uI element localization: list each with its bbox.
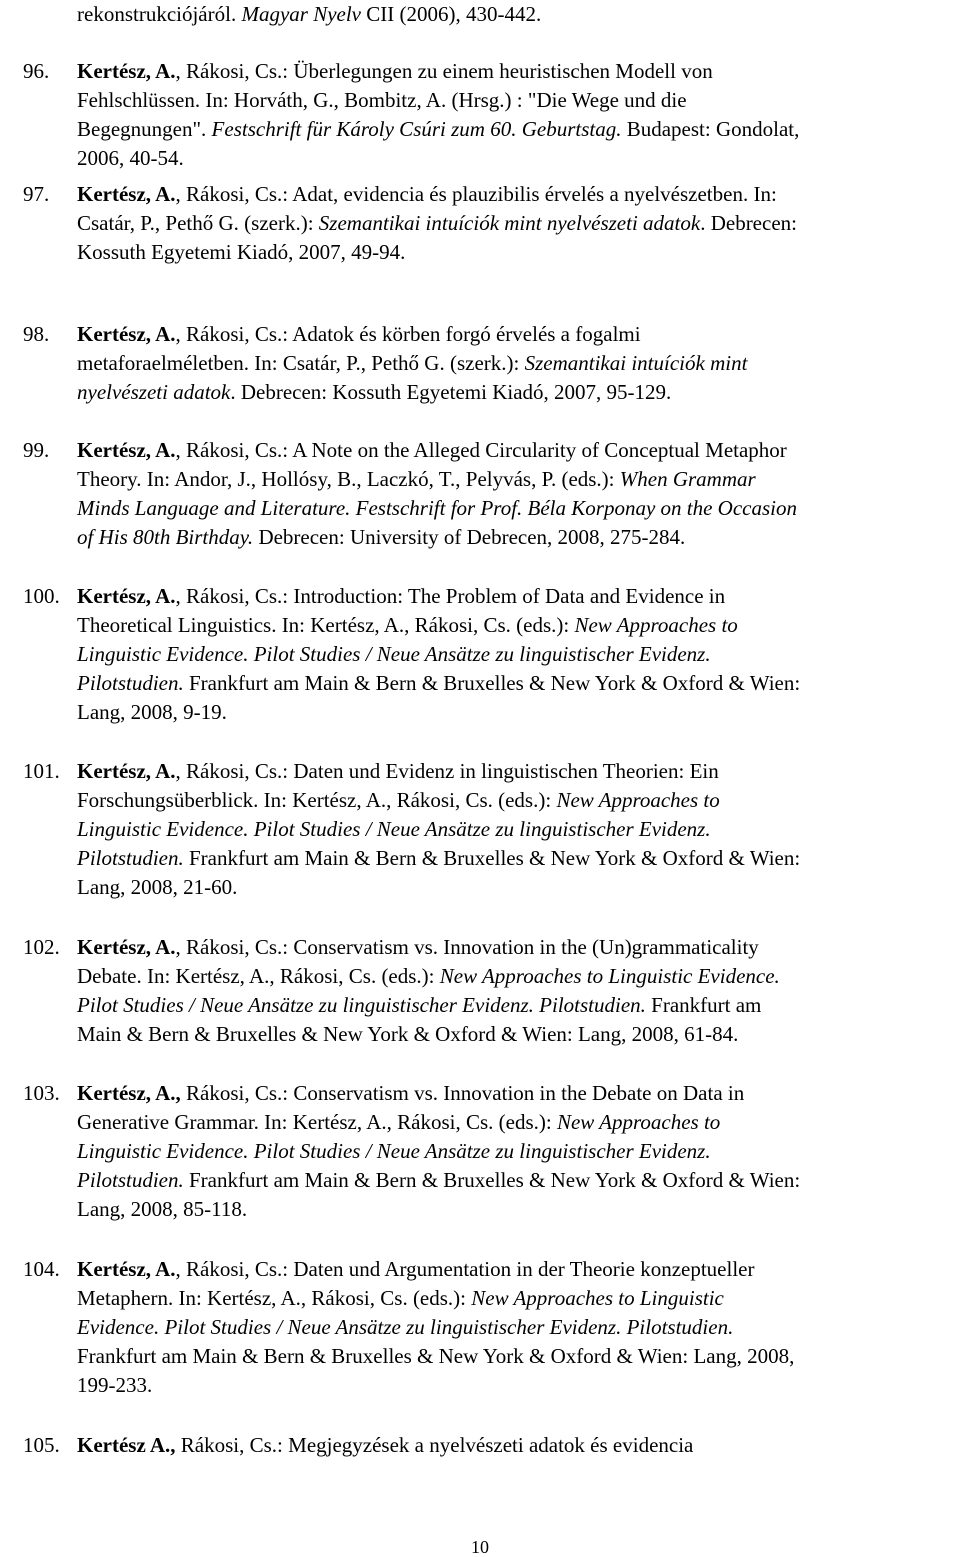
reference-text: 199-233.: [77, 1373, 153, 1397]
italic-text: New Approaches to: [556, 788, 720, 812]
reference-line: [77, 991, 761, 1020]
reference-number: 105.: [23, 1433, 60, 1457]
reference-text: , Rákosi, Cs.: Introduction: The Problem of Data and Evidence in: [175, 584, 726, 608]
reference-text: . Debrecen: Kossuth Egyetemi Kiadó, 2007, 95-129.: [230, 380, 672, 404]
reference-line: [77, 1137, 711, 1166]
reference-text: Csatár, P., Pethő G. (szerk.):: [77, 211, 319, 235]
reference-line: [77, 698, 227, 727]
reference-text: Metaphern. In: Kertész, A., Rákosi, Cs. (eds.):: [77, 1286, 472, 1310]
reference-line: [77, 1195, 247, 1224]
reference-number: 104.: [23, 1257, 60, 1281]
reference-line: [77, 86, 687, 115]
reference-line: [77, 962, 780, 991]
reference-text: metaforaelméletben. In: Csatár, P., Pethő G. (szerk.):: [77, 351, 525, 375]
reference-line: [77, 1342, 794, 1371]
reference-number: 98.: [23, 322, 50, 346]
italic-text: Magyar Nyelv: [241, 2, 361, 26]
reference-text: Theoretical Linguistics. In: Kertész, A., Rákosi, Cs. (eds.):: [77, 613, 575, 637]
reference-text: Frankfurt am: [645, 993, 762, 1017]
reference-text: Frankfurt am Main & Bern & Bruxelles & New York & Oxford & Wien: Lang, 2008,: [77, 1344, 795, 1368]
italic-text: New Approaches to Linguistic: [471, 1286, 724, 1310]
italic-text: Linguistic Evidence. Pilot Studies / Neue Ansätze zu linguistischer Evidenz.: [77, 1139, 711, 1163]
italic-text: Evidence. Pilot Studies / Neue Ansätze zu linguistischer Evidenz. Pilotstudien.: [77, 1315, 734, 1339]
reference-text: CII (2006), 430-442.: [361, 2, 542, 26]
reference-line: [77, 320, 641, 349]
reference-text: Debrecen: University of Debrecen, 2008, 275-284.: [253, 525, 686, 549]
reference-line: [77, 611, 738, 640]
italic-text: When Grammar: [619, 467, 756, 491]
reference-text: Lang, 2008, 85-118.: [77, 1197, 248, 1221]
reference-text: , Rákosi, Cs.: A Note on the Alleged Circularity of Conceptual Metaphor: [175, 438, 787, 462]
reference-number: 101.: [23, 759, 60, 783]
author-name: Kertész A.,: [77, 1433, 176, 1457]
reference-line: [77, 523, 685, 552]
reference-line: [77, 115, 799, 144]
reference-text: Frankfurt am Main & Bern & Bruxelles & New York & Oxford & Wien:: [183, 846, 801, 870]
reference-text: rekonstrukciójáról.: [77, 2, 242, 26]
reference-line: [77, 1313, 733, 1342]
author-name: Kertész, A.: [77, 584, 176, 608]
reference-line: [77, 873, 237, 902]
reference-text: Fehlschlüssen. In: Horváth, G., Bombitz, A. (Hrsg.) : "Die Wege und die: [77, 88, 687, 112]
italic-text: of His 80th Birthday.: [77, 525, 254, 549]
reference-number: 97.: [23, 182, 50, 206]
reference-text: , Rákosi, Cs.: Daten und Argumentation in der Theorie konzeptueller: [175, 1257, 755, 1281]
italic-text: Szemantikai intuíciók mint: [524, 351, 748, 375]
reference-line: [77, 1431, 693, 1460]
reference-line: [77, 349, 747, 378]
reference-line: [77, 465, 756, 494]
reference-text: , Rákosi, Cs.: Adat, evidencia és plauzibilis érvelés a nyelvészetben. In:: [175, 182, 777, 206]
reference-text: , Rákosi, Cs.: Adatok és körben forgó érvelés a fogalmi: [175, 322, 641, 346]
reference-text: Frankfurt am Main & Bern & Bruxelles & New York & Oxford & Wien:: [183, 671, 801, 695]
reference-number: 100.: [23, 584, 60, 608]
author-name: Kertész, A.: [77, 182, 176, 206]
italic-text: Festschrift für Károly Csúri zum 60. Geburtstag.: [211, 117, 622, 141]
reference-text: Begegnungen".: [77, 117, 212, 141]
reference-line: [77, 1284, 724, 1313]
reference-line: [77, 494, 797, 523]
reference-text: , Rákosi, Cs.: Überlegungen zu einem heuristischen Modell von: [175, 59, 713, 83]
reference-text: Frankfurt am Main & Bern & Bruxelles & New York & Oxford & Wien:: [183, 1168, 801, 1192]
reference-line: [77, 1079, 744, 1108]
italic-text: Linguistic Evidence. Pilot Studies / Neue Ansätze zu linguistischer Evidenz.: [77, 642, 711, 666]
reference-text: Lang, 2008, 9-19.: [77, 700, 227, 724]
page-number: 10: [471, 1537, 489, 1557]
italic-text: Pilotstudien.: [77, 846, 184, 870]
reference-text: Budapest: Gondolat,: [621, 117, 800, 141]
reference-line: [77, 436, 787, 465]
author-name: Kertész, A.: [77, 1257, 176, 1281]
reference-text: Generative Grammar. In: Kertész, A., Rákosi, Cs. (eds.):: [77, 1110, 557, 1134]
italic-text: New Approaches to: [574, 613, 738, 637]
reference-line: [77, 815, 711, 844]
reference-line: [77, 57, 713, 86]
reference-text: . Debrecen:: [700, 211, 797, 235]
italic-text: nyelvészeti adatok: [77, 380, 231, 404]
reference-text: Debate. In: Kertész, A., Rákosi, Cs. (eds.):: [77, 964, 440, 988]
reference-line: [77, 844, 800, 873]
reference-line: [77, 378, 671, 407]
reference-number: 103.: [23, 1081, 60, 1105]
reference-line: [77, 1255, 754, 1284]
italic-text: Szemantikai intuíciók mint nyelvészeti adatok: [318, 211, 701, 235]
author-name: Kertész, A.: [77, 59, 176, 83]
reference-line: [77, 1166, 800, 1195]
reference-line: [77, 1371, 152, 1400]
reference-line: [77, 0, 541, 29]
reference-text: , Rákosi, Cs.: Daten und Evidenz in linguistischen Theorien: Ein: [175, 759, 719, 783]
reference-line: [77, 144, 184, 173]
italic-text: Minds Language and Literature. Festschrift for Prof. Béla Korponay on the Occasion: [77, 496, 797, 520]
author-name: Kertész, A.,: [77, 1081, 187, 1105]
reference-text: , Rákosi, Cs.: Conservatism vs. Innovation in the (Un)grammaticality: [175, 935, 759, 959]
reference-text: Kossuth Egyetemi Kiadó, 2007, 49-94.: [77, 240, 406, 264]
italic-text: Linguistic Evidence. Pilot Studies / Neue Ansätze zu linguistischer Evidenz.: [77, 817, 711, 841]
reference-number: 102.: [23, 935, 60, 959]
reference-text: Rákosi, Cs.: Megjegyzések a nyelvészeti adatok és evidencia: [175, 1433, 694, 1457]
italic-text: New Approaches to: [556, 1110, 721, 1134]
italic-text: Pilot Studies / Neue Ansätze zu linguistischer Evidenz. Pilotstudien.: [77, 993, 646, 1017]
author-name: Kertész, A.: [77, 438, 176, 462]
reference-line: [77, 669, 800, 698]
reference-text: Theory. In: Andor, J., Hollósy, B., Laczkó, T., Pelyvás, P. (eds.):: [77, 467, 620, 491]
reference-line: [77, 757, 719, 786]
reference-text: Lang, 2008, 21-60.: [77, 875, 238, 899]
reference-line: [77, 1108, 720, 1137]
author-name: Kertész, A.: [77, 935, 176, 959]
reference-text: 2006, 40-54.: [77, 146, 184, 170]
reference-line: [77, 786, 720, 815]
italic-text: Pilotstudien.: [77, 1168, 184, 1192]
reference-line: [77, 1020, 738, 1049]
reference-text: Main & Bern & Bruxelles & New York & Oxford & Wien: Lang, 2008, 61-84.: [77, 1022, 739, 1046]
author-name: Kertész, A.: [77, 322, 176, 346]
reference-line: [77, 180, 777, 209]
italic-text: Pilotstudien.: [77, 671, 184, 695]
reference-line: [77, 238, 405, 267]
author-name: Kertész, A.: [77, 759, 176, 783]
reference-number: 96.: [23, 59, 50, 83]
reference-line: [77, 640, 711, 669]
reference-text: Forschungsüberblick. In: Kertész, A., Rákosi, Cs. (eds.):: [77, 788, 557, 812]
reference-text: Rákosi, Cs.: Conservatism vs. Innovation in the Debate on Data in: [186, 1081, 745, 1105]
reference-line: [77, 209, 797, 238]
reference-number: 99.: [23, 438, 50, 462]
reference-line: [77, 582, 725, 611]
reference-line: [77, 933, 759, 962]
italic-text: New Approaches to Linguistic Evidence.: [439, 964, 780, 988]
